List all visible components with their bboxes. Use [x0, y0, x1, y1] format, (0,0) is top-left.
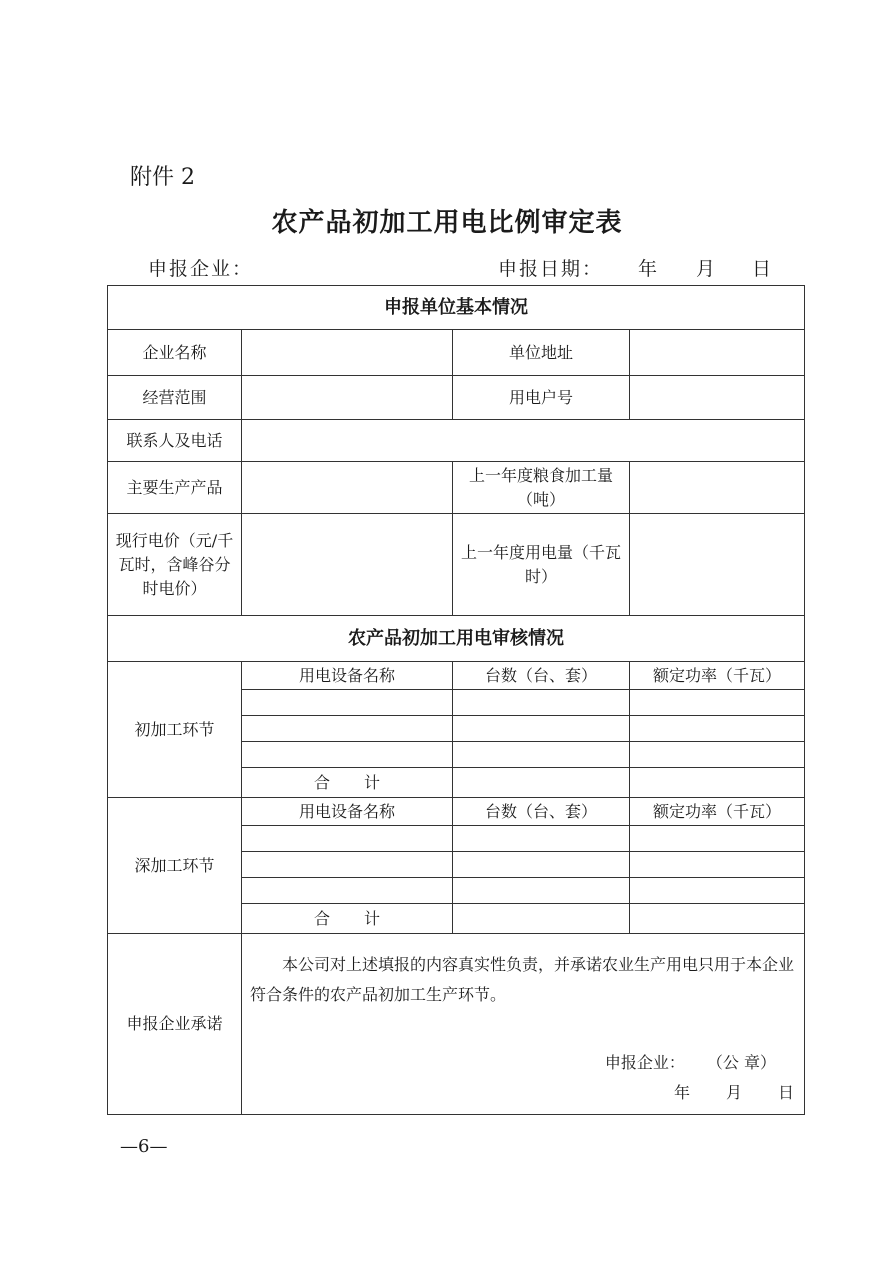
- primary-row-1-equipment[interactable]: [242, 690, 453, 716]
- deep-col-power: 额定功率（千瓦）: [630, 798, 805, 826]
- deep-row-3-power[interactable]: [630, 878, 805, 904]
- pledge-date-line: [250, 1078, 796, 1108]
- address-field[interactable]: [630, 330, 805, 376]
- contact-field[interactable]: [242, 420, 805, 462]
- primary-row-1-count[interactable]: [453, 690, 630, 716]
- deep-row-2-count[interactable]: [453, 852, 630, 878]
- deep-col-count: 台数（台、套）: [453, 798, 630, 826]
- primary-row-2-equipment[interactable]: [242, 716, 453, 742]
- primary-row-3-count[interactable]: [453, 742, 630, 768]
- pledge-label: 申报企业承诺: [108, 934, 242, 1115]
- primary-row-3-equipment[interactable]: [242, 742, 453, 768]
- price-field[interactable]: [242, 514, 453, 616]
- account-number-field[interactable]: [630, 376, 805, 420]
- primary-stage-label: 初加工环节: [108, 662, 242, 798]
- deep-total-power[interactable]: [630, 904, 805, 934]
- grain-volume-label: 上一年度粮食加工量（吨）: [453, 462, 630, 514]
- pledge-day: 日: [777, 1083, 796, 1102]
- deep-total-b: 计: [364, 908, 381, 928]
- pledge-text: 本公司对上述填报的内容真实性负责，并承诺农业生产用电只用于本企业符合条件的农产品初加工生产环节。: [250, 955, 795, 1004]
- primary-row-1-power[interactable]: [630, 690, 805, 716]
- pledge-cell: [242, 934, 805, 1115]
- deep-total-label: [242, 904, 453, 934]
- primary-row-2-count[interactable]: [453, 716, 630, 742]
- primary-total-power[interactable]: [630, 768, 805, 798]
- power-usage-field[interactable]: [630, 514, 805, 616]
- primary-row-2-power[interactable]: [630, 716, 805, 742]
- primary-row-3-power[interactable]: [630, 742, 805, 768]
- price-label: 现行电价（元/千瓦时，含峰谷分时电价）: [108, 514, 242, 616]
- attachment-label: 附件 2: [130, 165, 195, 190]
- primary-total-count[interactable]: [453, 768, 630, 798]
- deep-row-3-equipment[interactable]: [242, 878, 453, 904]
- deep-row-1-count[interactable]: [453, 826, 630, 852]
- company-name-label: 企业名称: [108, 330, 242, 376]
- page-number: —6—: [120, 1136, 168, 1157]
- basic-section-title: 申报单位基本情况: [108, 286, 805, 330]
- deep-col-equipment: 用电设备名称: [242, 798, 453, 826]
- deep-row-3-count[interactable]: [453, 878, 630, 904]
- company-label: 申报企业：: [148, 258, 254, 280]
- pledge-sign-label: 申报企业：: [604, 1053, 685, 1072]
- primary-total-a: 合: [313, 772, 330, 792]
- main-products-field[interactable]: [242, 462, 453, 514]
- header-year: 年: [638, 258, 660, 280]
- pledge-year: 年: [673, 1083, 692, 1102]
- primary-total-b: 计: [364, 772, 381, 792]
- address-label: 单位地址: [453, 330, 630, 376]
- deep-row-1-power[interactable]: [630, 826, 805, 852]
- power-usage-label: 上一年度用电量（千瓦时）: [453, 514, 630, 616]
- primary-col-equipment: 用电设备名称: [242, 662, 453, 690]
- date-label: 申报日期：: [498, 258, 604, 280]
- deep-stage-label: 深加工环节: [108, 798, 242, 934]
- deep-total-a: 合: [313, 908, 330, 928]
- document-title: 农产品初加工用电比例审定表: [271, 208, 623, 238]
- deep-row-2-power[interactable]: [630, 852, 805, 878]
- grain-volume-field[interactable]: [630, 462, 805, 514]
- approval-form-table: [107, 285, 805, 1115]
- review-section-title: 农产品初加工用电审核情况: [108, 616, 805, 662]
- pledge-month: 月: [725, 1083, 744, 1102]
- primary-col-power: 额定功率（千瓦）: [630, 662, 805, 690]
- business-scope-field[interactable]: [242, 376, 453, 420]
- primary-total-label: [242, 768, 453, 798]
- business-scope-label: 经营范围: [108, 376, 242, 420]
- deep-row-1-equipment[interactable]: [242, 826, 453, 852]
- primary-col-count: 台数（台、套）: [453, 662, 630, 690]
- contact-label: 联系人及电话: [108, 420, 242, 462]
- header-day: 日: [752, 258, 774, 280]
- main-products-label: 主要生产产品: [108, 462, 242, 514]
- company-name-field[interactable]: [242, 330, 453, 376]
- header-month: 月: [696, 258, 718, 280]
- deep-total-count[interactable]: [453, 904, 630, 934]
- deep-row-2-equipment[interactable]: [242, 852, 453, 878]
- pledge-sign-line: [250, 1048, 796, 1078]
- account-number-label: 用电户号: [453, 376, 630, 420]
- pledge-seal: （公 章）: [706, 1053, 776, 1072]
